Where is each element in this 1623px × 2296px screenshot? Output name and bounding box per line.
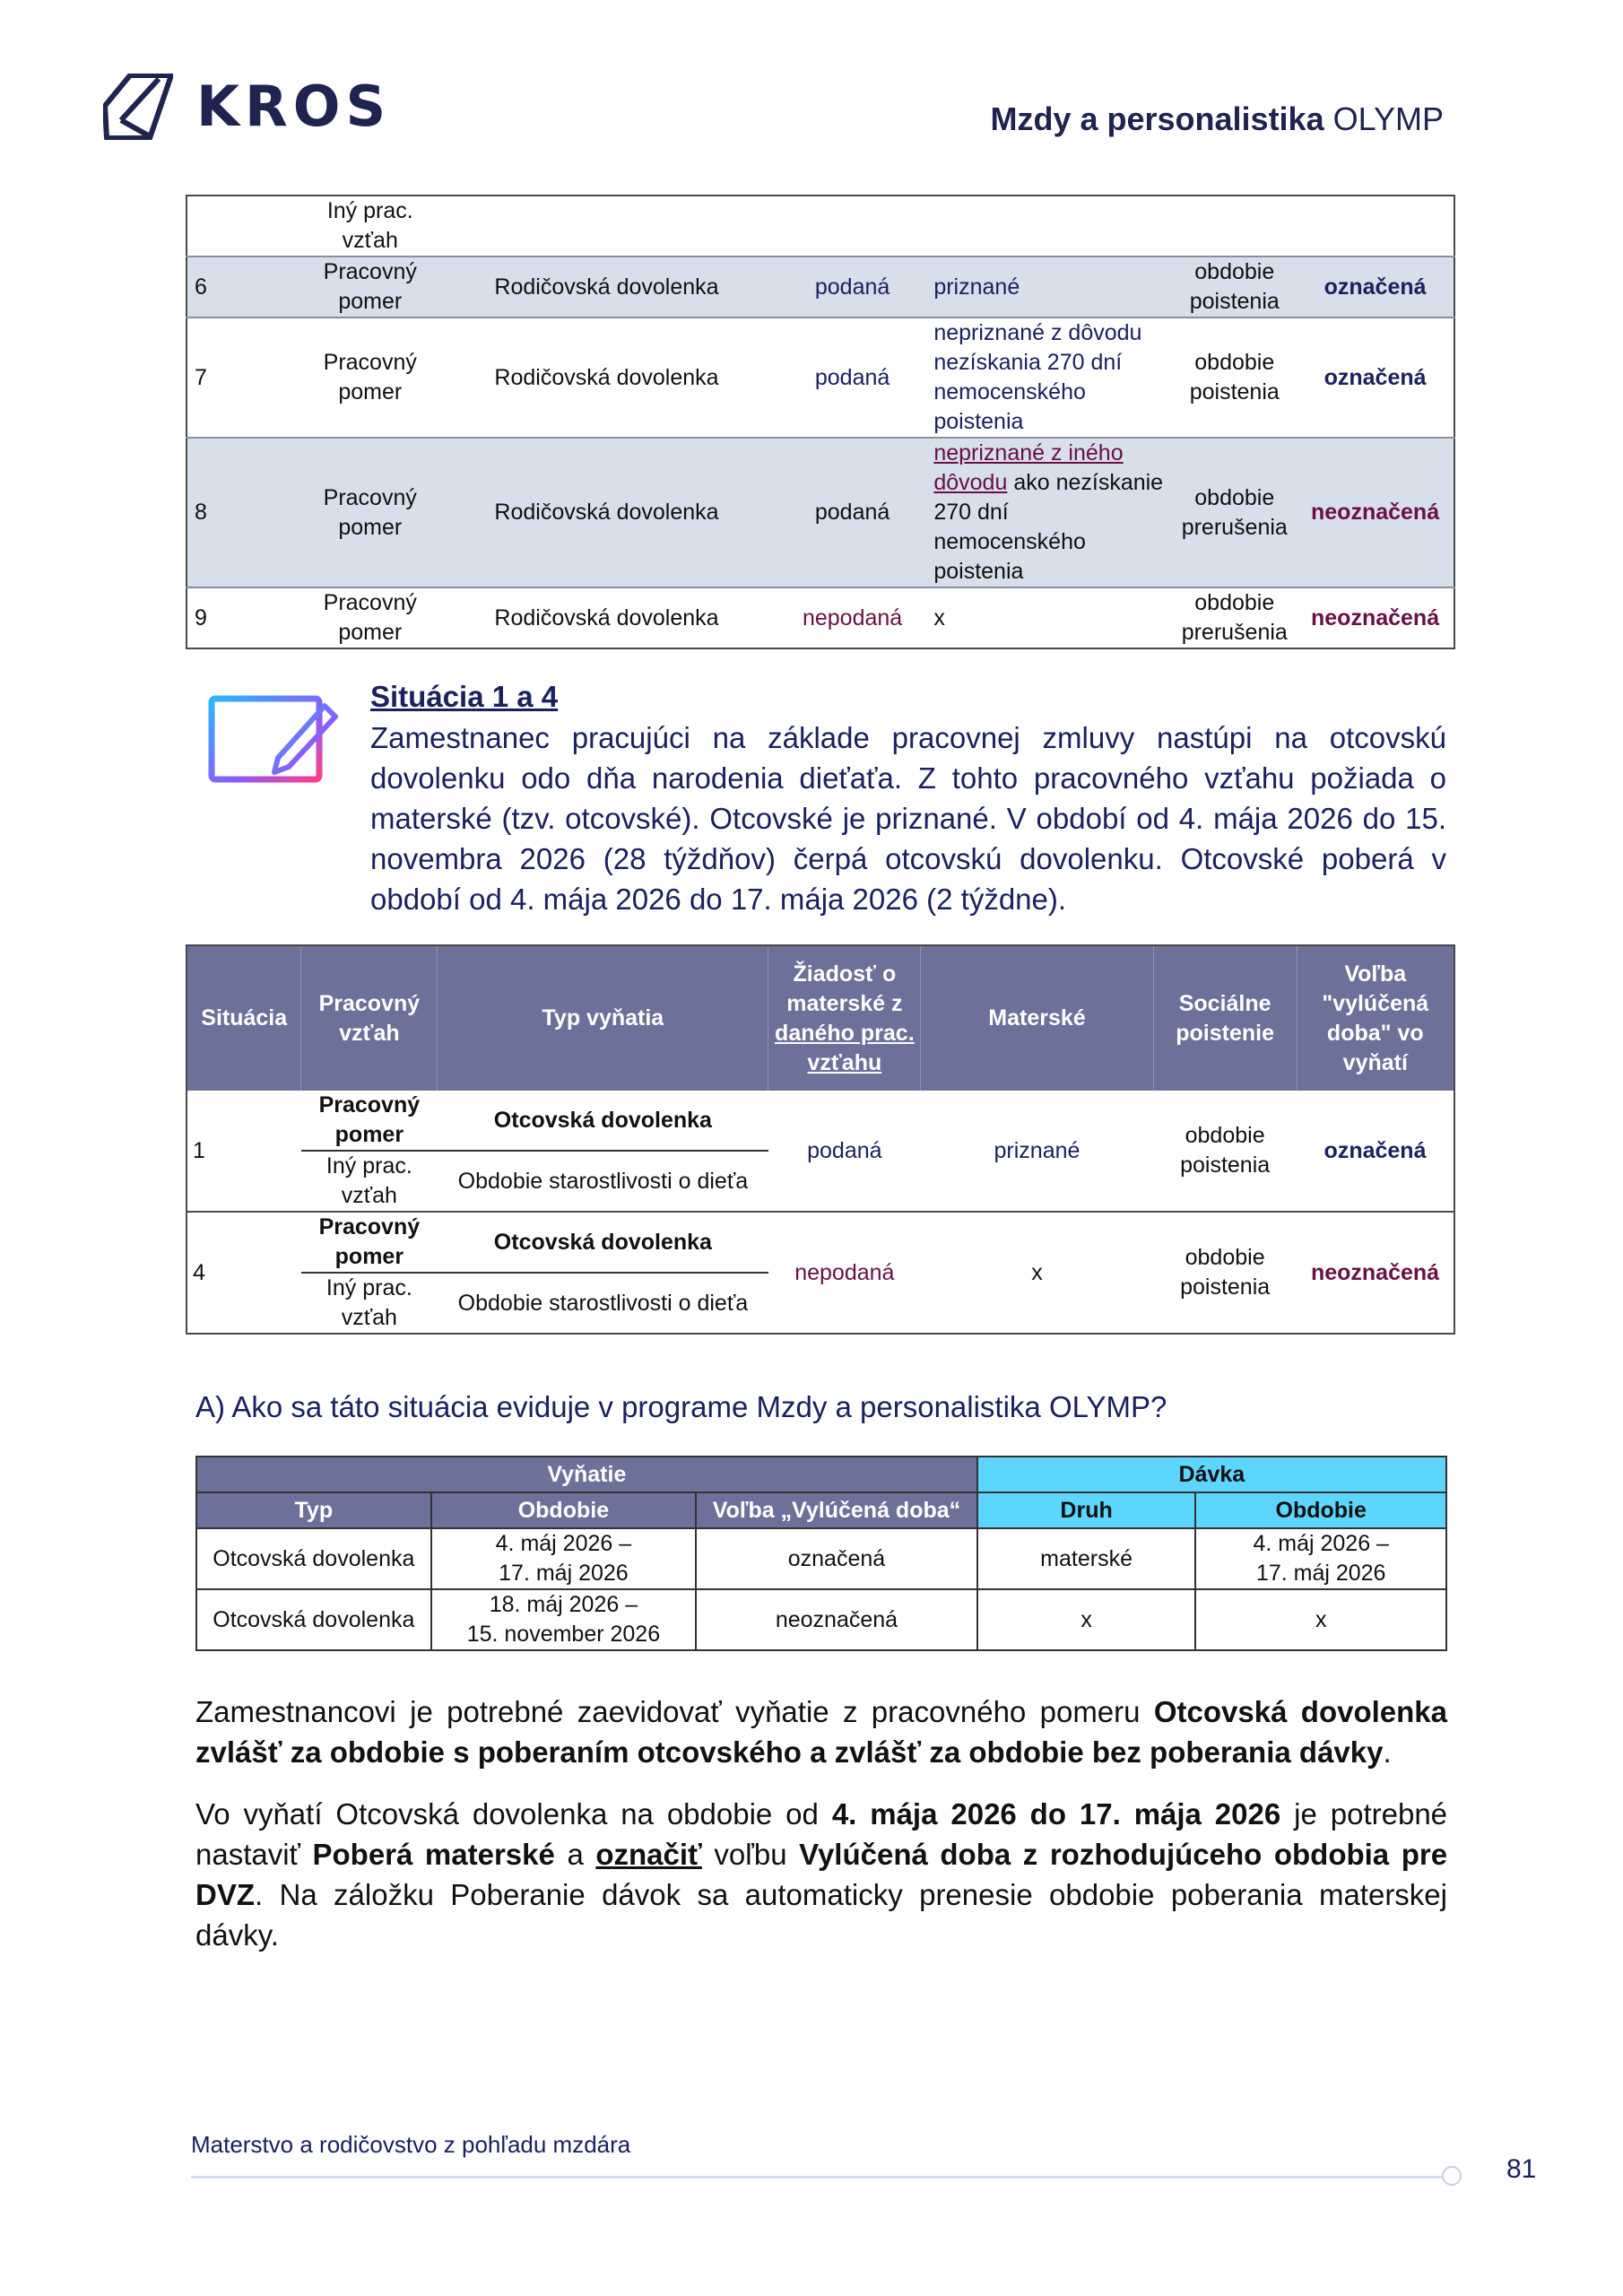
cell-number: 9 bbox=[187, 587, 305, 648]
table-row bbox=[187, 317, 1454, 438]
cell-vztah: Pracovný pomer bbox=[305, 438, 435, 587]
cell-vztah: Pracovný pomer bbox=[305, 317, 435, 438]
paragraph-1 bbox=[195, 1692, 1447, 1772]
table-row bbox=[187, 587, 1454, 648]
cell-ziadost: podaná bbox=[778, 257, 926, 317]
product-title-bold: Mzdy a personalistika bbox=[990, 100, 1324, 137]
cell-ziadost: nepodaná bbox=[768, 1212, 921, 1334]
para2-text-e: a bbox=[567, 1838, 584, 1871]
th-materske: Materské bbox=[921, 945, 1153, 1091]
cell-socialne: obdobie poistenia bbox=[1180, 1123, 1271, 1178]
situation-text: Zamestnanec pracujúci na základe pracovnej zmluvy nastúpi na otcovskú dovolenku odo dňa narodenia dieťaťa. Z tohto pracovného vzťahu požiada o materské (tzv. otcovské). Otcovské je priznané. V období od 4. mája 2026 do 15. novembra 2026 (28 týždňov) čerpá otcovskú dovolenku. Otcovské poberá v období od 4. mája 2026 do 17. mája 2026 (2 týždne). bbox=[370, 721, 1446, 916]
cell-socialne: obdobie prerušenia bbox=[1172, 438, 1297, 587]
cell-materske bbox=[926, 438, 1172, 587]
obdobie-to: 17. máj 2026 bbox=[1255, 1561, 1386, 1586]
para2-oznacit: označiť bbox=[595, 1838, 702, 1871]
cell-volba: označená bbox=[1297, 317, 1454, 438]
page-number: 81 bbox=[1506, 2154, 1537, 2184]
materske-link: nepriznané z iného dôvodu bbox=[933, 440, 1124, 495]
paragraph-2 bbox=[195, 1794, 1447, 1955]
footer-circle-icon bbox=[1442, 2166, 1462, 2186]
table-row bbox=[187, 1091, 1454, 1151]
th-obdobie: Obdobie bbox=[431, 1492, 697, 1528]
cell-vztah: Pracovný pomer bbox=[301, 1091, 438, 1151]
edit-note-icon bbox=[199, 686, 343, 794]
cell-vztah: Iný prac. vzťah bbox=[326, 198, 413, 253]
cell-number: 7 bbox=[187, 317, 305, 438]
cell-volba: neoznačená bbox=[1297, 438, 1454, 587]
cell-number: 6 bbox=[187, 257, 305, 317]
th-vztah: Pracovný vzťah bbox=[301, 945, 438, 1091]
cell-druh: x bbox=[977, 1589, 1196, 1650]
para2-text-i: . Na záložku Poberanie dávok sa automaticky prenesie obdobie poberania materskej dávky. bbox=[195, 1878, 1447, 1952]
table-header-row bbox=[187, 945, 1454, 1091]
table-situations bbox=[186, 944, 1455, 1335]
cell-druh: materské bbox=[977, 1528, 1196, 1589]
cell-socialne: obdobie poistenia bbox=[1172, 257, 1297, 317]
cell-vztah: Pracovný pomer bbox=[305, 587, 435, 648]
para1-end: . bbox=[1383, 1735, 1392, 1769]
th-ziadost bbox=[768, 945, 921, 1091]
cell-volba: označená bbox=[1297, 257, 1454, 317]
cell-vztah: Iný prac. vzťah bbox=[325, 1275, 412, 1330]
cell-volba: neoznačená bbox=[1297, 587, 1454, 648]
para1-text: Zamestnancovi je potrebné zaevidovať vyňatie z pracovného pomeru bbox=[195, 1695, 1141, 1728]
table-continuation bbox=[186, 195, 1455, 649]
table-evidence bbox=[195, 1456, 1447, 1651]
cell-volba: neoznačená bbox=[1297, 1212, 1454, 1334]
footer-divider bbox=[191, 2176, 1446, 2179]
th-ziadost-u: daného prac. vzťahu bbox=[775, 1020, 915, 1075]
para1-bold: Otcovská dovolenka zvlášť za obdobie s poberaním otcovského a zvlášť za obdobie bez poberania dávky bbox=[195, 1695, 1447, 1769]
table-row bbox=[187, 257, 1454, 317]
para2-text-g: voľbu bbox=[714, 1838, 787, 1871]
obdobie-to: 17. máj 2026 bbox=[499, 1561, 629, 1586]
cell-obdobie bbox=[431, 1528, 697, 1589]
table-row bbox=[187, 438, 1454, 587]
obdobie-from: 18. máj 2026 – bbox=[489, 1592, 638, 1617]
cell-vztah: Iný prac. vzťah bbox=[325, 1153, 412, 1208]
th-ziadost-a: Žiadosť o materské z bbox=[786, 961, 903, 1016]
cell-typ: Otcovská dovolenka bbox=[196, 1589, 431, 1650]
cell-ziadost: nepodaná bbox=[778, 587, 926, 648]
cell-typ: Otcovská dovolenka bbox=[438, 1091, 768, 1151]
cell-socialne: obdobie poistenia bbox=[1153, 1212, 1297, 1334]
cell-materske: priznané bbox=[994, 1137, 1081, 1163]
cell-obdobie-davka: x bbox=[1195, 1589, 1446, 1650]
th-vynatie: Vyňatie bbox=[196, 1457, 977, 1492]
para2-dates: 4. mája 2026 do 17. mája 2026 bbox=[831, 1797, 1281, 1831]
cell-number: 8 bbox=[187, 438, 305, 587]
cell-vztah: Pracovný pomer bbox=[305, 257, 435, 317]
product-title-thin: OLYMP bbox=[1332, 100, 1444, 137]
cell-materske: priznané bbox=[926, 257, 1172, 317]
th-volba: Voľba "vylúčená doba" vo vyňatí bbox=[1297, 945, 1454, 1091]
cell-number: 1 bbox=[193, 1137, 205, 1163]
table-row bbox=[187, 1212, 1454, 1273]
th-situacia: Situácia bbox=[187, 945, 301, 1091]
footer-text: Materstvo a rodičovstvo z pohľadu mzdára bbox=[191, 2131, 631, 2158]
cell-typ: Rodičovská dovolenka bbox=[435, 317, 778, 438]
cell-vztah: Pracovný pomer bbox=[301, 1212, 438, 1273]
cell-number: 4 bbox=[187, 1212, 301, 1334]
cell-obdobie bbox=[431, 1589, 697, 1650]
obdobie-to: 15. november 2026 bbox=[466, 1622, 661, 1647]
para2-pobera: Poberá materské bbox=[312, 1838, 555, 1871]
th-davka: Dávka bbox=[977, 1457, 1446, 1492]
cell-obdobie-davka bbox=[1195, 1528, 1446, 1589]
obdobie-from: 4. máj 2026 – bbox=[495, 1531, 632, 1556]
cell-materske: x bbox=[921, 1212, 1153, 1334]
cell-ziadost: podaná bbox=[807, 1137, 882, 1163]
para2-text-c: je potrebné nastaviť bbox=[195, 1797, 1448, 1871]
table-group-row bbox=[196, 1457, 1446, 1492]
kros-logo bbox=[103, 74, 391, 140]
cell-ziadost: podaná bbox=[778, 438, 926, 587]
cell-materske: nepriznané z dôvodu nezískania 270 dní nemocenského poistenia bbox=[926, 317, 1172, 438]
kros-logo-icon bbox=[103, 74, 173, 140]
th-typ: Typ vyňatia bbox=[438, 945, 768, 1091]
cell-typ: Rodičovská dovolenka bbox=[435, 438, 778, 587]
cell-socialne: obdobie poistenia bbox=[1172, 317, 1297, 438]
cell-materske: x bbox=[926, 587, 1172, 648]
logo-text: KROS bbox=[196, 74, 392, 139]
cell-typ: Otcovská dovolenka bbox=[438, 1212, 768, 1273]
para2-text-a: Vo vyňatí Otcovská dovolenka na obdobie od bbox=[195, 1797, 819, 1831]
question-heading: A) Ako sa táto situácia eviduje v programe Mzdy a personalistika OLYMP? bbox=[195, 1390, 1167, 1423]
th-typ: Typ bbox=[196, 1492, 431, 1528]
para2-vylucena: Vylúčená doba z rozhodujúceho obdobia pre DVZ bbox=[195, 1838, 1448, 1911]
cell-ziadost: podaná bbox=[778, 317, 926, 438]
page-header bbox=[0, 0, 1623, 179]
th-socialne: Sociálne poistenie bbox=[1153, 945, 1297, 1091]
table-header-row bbox=[196, 1492, 1446, 1528]
cell-volba: neoznačená bbox=[696, 1589, 977, 1650]
cell-typ: Obdobie starostlivosti o dieťa bbox=[457, 1290, 749, 1316]
cell-typ: Otcovská dovolenka bbox=[196, 1528, 431, 1589]
materske-rest: ako nezískanie 270 dní nemocenského poistenia bbox=[933, 470, 1164, 584]
obdobie-from: 4. máj 2026 – bbox=[1253, 1531, 1389, 1556]
th-volba: Voľba „Vylúčená doba“ bbox=[696, 1492, 977, 1528]
cell-volba: označená bbox=[1324, 1137, 1427, 1163]
product-title bbox=[990, 100, 1444, 138]
situation-title: Situácia 1 a 4 bbox=[370, 680, 559, 713]
cell-volba: označená bbox=[696, 1528, 977, 1589]
th-obdobie-davka: Obdobie bbox=[1195, 1492, 1446, 1528]
cell-typ: Obdobie starostlivosti o dieťa bbox=[457, 1168, 749, 1194]
cell-typ: Rodičovská dovolenka bbox=[435, 257, 778, 317]
th-druh: Druh bbox=[977, 1492, 1196, 1528]
table-row bbox=[196, 1528, 1446, 1589]
cell-socialne: obdobie prerušenia bbox=[1172, 587, 1297, 648]
table-row bbox=[187, 196, 1454, 257]
cell-typ: Rodičovská dovolenka bbox=[435, 587, 778, 648]
table-row bbox=[196, 1589, 1446, 1650]
